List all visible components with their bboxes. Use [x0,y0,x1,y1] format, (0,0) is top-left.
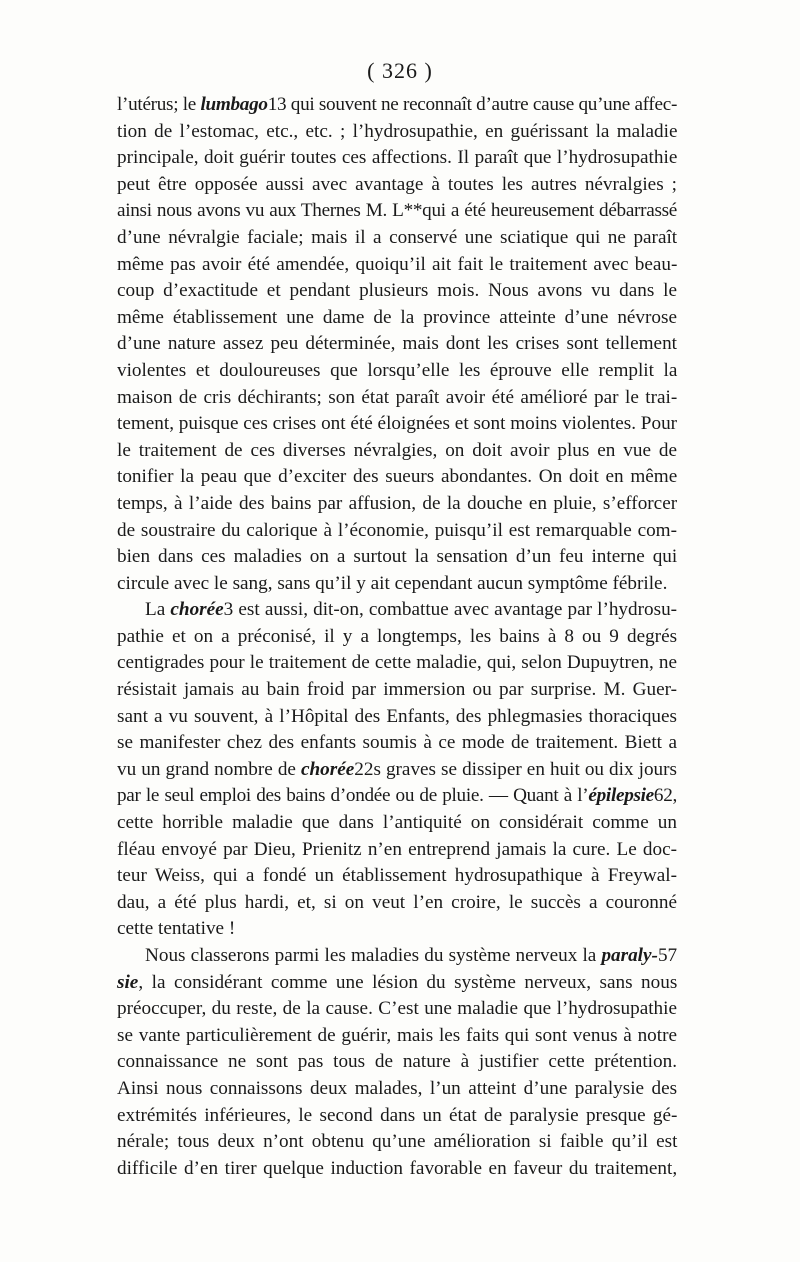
text-line: tement, puisque ces crises ont été éloignées et sont moins violentes. Pour [117,413,678,435]
text-line: teur Weiss, qui a fondé un établissement hydrosupathique à Freywal- [117,865,677,887]
text-line: centigrades pour le traitement de cette maladie, qui, selon Dupuytren, ne [117,652,677,674]
text-line: d’une nature assez peu déterminée, mais dont les crises sont tellement [117,333,677,355]
text-line: fléau envoyé par Dieu, Prienitz n’en entreprend jamais la cure. Le doc- [117,838,677,860]
text-line: cette tentative ! [117,918,236,940]
body-text [117,92,677,1182]
text-line: l’utérus; le lumbago13 qui souvent ne reconnaît d’autre cause qu’une affec- [117,94,678,115]
text-line: se manifester chez des enfants soumis à ce mode de traitement. Biett a [117,732,677,754]
text-line: cette horrible maladie que dans l’antiquité on considérait comme un [117,812,677,834]
text-line: coup d’exactitude et pendant plusieurs mois. Nous avons vu dans le [117,280,677,302]
emphasis-term: sie [117,971,139,993]
text-line: dau, a été plus hardi, et, si on veut l’en croire, le succès a couronné [117,891,677,913]
text-line: Ainsi nous connaissons deux malades, l’un atteint d’une paralysie des [117,1077,678,1099]
text-line: peut être opposée aussi avec avantage à toutes les autres névralgies ; [117,173,677,195]
emphasis-term: chorée [170,599,224,621]
text-line: résistait jamais au bain froid par immersion ou par surprise. M. Guer- [117,679,677,701]
text-line: circule avec le sang, sans qu’il y ait cependant aucun symptôme fébrile. [117,572,668,594]
emphasis-term: chorée [300,758,355,780]
text-line: le traitement de ces diverses névralgies, on doit avoir plus en vue de [117,439,677,461]
text-line: pathie et on a préconisé, il y a longtemps, les bains à 8 ou 9 degrés [117,625,678,647]
text-line: ainsi nous avons vu aux Thernes M. L**qui a été heureusement débarrassé [117,200,677,222]
text-line: se vante particulièrement de guérir, mais les faits qui sont venus à notre [117,1024,677,1046]
emphasis-term: épilepsie [588,785,654,807]
text-line: maison de cris déchirants; son état paraît avoir été amélioré par le trai- [117,386,678,408]
text-line: tonifier la peau que d’exciter des sueurs abondantes. On doit en même [117,466,678,488]
paragraph-2 [117,597,677,943]
text-line: de soustraire du calorique à l’économie, puisqu’il est remarquable com- [117,519,677,541]
text-line: vu un grand nombre de chorée22s graves se dissiper en huit ou dix jours [117,758,677,780]
text-line: bien dans ces maladies on a surtout la sensation d’un feu interne qui [117,546,678,568]
text-line: sie, la considérant comme une lésion du système nerveux, sans nous [117,971,678,993]
text-line: connaissance ne sont pas tous de nature à justifier cette prétention. [117,1051,677,1073]
text-line: violentes et douloureuses que lorsqu’elle les éprouve elle remplit la [117,359,678,381]
paragraph-1 [117,92,677,597]
text-line: La chorée3 est aussi, dit-on, combattue avec avantage par l’hydrosu- [145,599,678,621]
text-line: même établissement une dame de la province atteinte d’une névrose [117,306,677,328]
text-line: extrémités inférieures, le second dans un état de paralysie presque gé- [117,1104,678,1126]
text-line: préoccuper, du reste, de la cause. C’est une maladie que l’hydrosupathie [117,998,677,1020]
text-line: Nous classerons parmi les maladies du système nerveux la paraly-57 [145,945,678,966]
text-line: même pas avoir été amendée, quoiqu’il ait fait le traitement avec beau- [117,253,678,275]
emphasis-term: paraly- [601,945,658,966]
text-line: difficile d’en tirer quelque induction favorable en faveur du traitement, [117,1157,678,1179]
text-line: sant a vu souvent, à l’Hôpital des Enfants, des phlegmasies thoraciques [117,705,677,727]
text-line: par le seul emploi des bains d’ondée ou de pluie. — Quant à l’épilepsie62, [117,785,677,807]
paragraph-3 [117,943,677,1182]
text-line: temps, à l’aide des bains par affusion, de la douche en pluie, s’efforcer [117,492,678,514]
text-line: principale, doit guérir toutes ces affections. Il paraît que l’hydrosupathie [117,147,678,169]
text-line: d’une névralgie faciale; mais il a conservé une sciatique qui ne paraît [117,226,678,248]
text-line: nérale; tous deux n’ont obtenu qu’une amélioration si faible qu’il est [117,1131,678,1153]
emphasis-term: lumbago [200,94,268,115]
page-number: ( 326 ) [367,58,433,83]
text-line: tion de l’estomac, etc., etc. ; l’hydrosupathie, en guérissant la maladie [117,120,678,142]
